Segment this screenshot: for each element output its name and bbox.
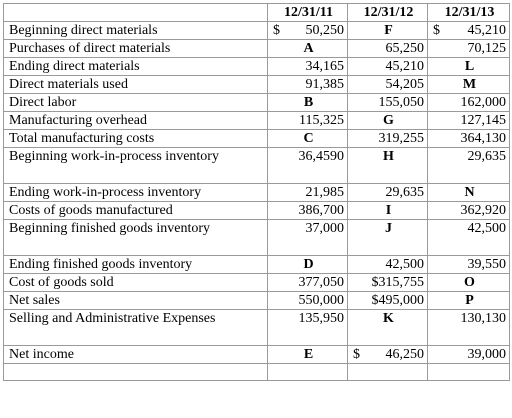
table-row	[4, 40, 510, 58]
row-label: Beginning direct materials	[4, 22, 268, 40]
value-cell: 130,130	[428, 310, 510, 346]
value-cell: 377,050	[268, 274, 348, 292]
table-body	[4, 22, 510, 381]
value-cell: 29,635	[428, 148, 510, 184]
table-row	[4, 202, 510, 220]
table-row	[4, 76, 510, 94]
value-cell: 37,000	[268, 220, 348, 256]
value-cell: 319,255	[348, 130, 428, 148]
value-cell	[428, 364, 510, 381]
value-cell	[348, 364, 428, 381]
blank-row	[4, 364, 510, 381]
cost-data-table	[3, 3, 510, 381]
table-row	[4, 184, 510, 202]
value-cell: 45,210	[348, 58, 428, 76]
value-cell: 162,000	[428, 94, 510, 112]
value-cell: 36,4590	[268, 148, 348, 184]
row-label: Direct materials used	[4, 76, 268, 94]
table-row	[4, 220, 510, 256]
unknown-placeholder-cell: H	[348, 148, 428, 184]
row-label	[4, 364, 268, 381]
value-cell: 127,145	[428, 112, 510, 130]
value-cell: 39,000	[428, 346, 510, 364]
table-row	[4, 94, 510, 112]
value-cell: 21,985	[268, 184, 348, 202]
header-year-3: 12/31/13	[428, 4, 510, 22]
currency-symbol: $	[273, 23, 280, 38]
value-cell: 135,950	[268, 310, 348, 346]
currency-symbol: $	[433, 23, 440, 38]
amount-value: 50,250	[305, 23, 344, 38]
header-row	[4, 4, 510, 22]
table-row	[4, 148, 510, 184]
value-cell: 39,550	[428, 256, 510, 274]
unknown-placeholder-cell: B	[268, 94, 348, 112]
unknown-placeholder-cell: P	[428, 292, 510, 310]
value-cell: 115,325	[268, 112, 348, 130]
unknown-placeholder-cell: J	[348, 220, 428, 256]
value-cell: 364,130	[428, 130, 510, 148]
value-cell: 362,920	[428, 202, 510, 220]
amount-value: 45,210	[467, 23, 506, 38]
header-year-2: 12/31/12	[348, 4, 428, 22]
value-cell	[268, 364, 348, 381]
table-row	[4, 346, 510, 364]
row-label: Costs of goods manufactured	[4, 202, 268, 220]
amount-value: 46,250	[385, 347, 424, 362]
value-cell: 42,500	[428, 220, 510, 256]
row-label: Cost of goods sold	[4, 274, 268, 292]
value-cell	[428, 22, 510, 40]
currency-symbol: $	[353, 347, 360, 362]
value-cell: 70,125	[428, 40, 510, 58]
value-cell: 54,205	[348, 76, 428, 94]
unknown-placeholder-cell: K	[348, 310, 428, 346]
value-cell: 65,250	[348, 40, 428, 58]
header-label-cell	[4, 4, 268, 22]
table-row	[4, 274, 510, 292]
unknown-placeholder-cell: D	[268, 256, 348, 274]
value-cell: 42,500	[348, 256, 428, 274]
table-row	[4, 292, 510, 310]
row-label: Ending finished goods inventory	[4, 256, 268, 274]
value-cell: 386,700	[268, 202, 348, 220]
unknown-placeholder-cell: G	[348, 112, 428, 130]
row-label: Ending direct materials	[4, 58, 268, 76]
table-row	[4, 130, 510, 148]
table-row	[4, 58, 510, 76]
unknown-placeholder-cell: L	[428, 58, 510, 76]
value-cell	[348, 346, 428, 364]
unknown-placeholder-cell: O	[428, 274, 510, 292]
row-label: Beginning work-in-process inventory	[4, 148, 268, 184]
unknown-placeholder-cell: E	[268, 346, 348, 364]
unknown-placeholder-cell: I	[348, 202, 428, 220]
value-cell: 91,385	[268, 76, 348, 94]
value-cell: $495,000	[348, 292, 428, 310]
unknown-placeholder-cell: N	[428, 184, 510, 202]
unknown-placeholder-cell: C	[268, 130, 348, 148]
table-row	[4, 256, 510, 274]
row-label: Purchases of direct materials	[4, 40, 268, 58]
row-label: Net income	[4, 346, 268, 364]
value-cell: $315,755	[348, 274, 428, 292]
row-label: Total manufacturing costs	[4, 130, 268, 148]
value-cell: 29,635	[348, 184, 428, 202]
row-label: Selling and Administrative Expenses	[4, 310, 268, 346]
table-row	[4, 310, 510, 346]
table-row	[4, 112, 510, 130]
unknown-placeholder-cell: M	[428, 76, 510, 94]
unknown-placeholder-cell: F	[348, 22, 428, 40]
row-label: Manufacturing overhead	[4, 112, 268, 130]
row-label: Direct labor	[4, 94, 268, 112]
row-label: Beginning finished goods inventory	[4, 220, 268, 256]
header-year-1: 12/31/11	[268, 4, 348, 22]
value-cell: 34,165	[268, 58, 348, 76]
unknown-placeholder-cell: A	[268, 40, 348, 58]
row-label: Ending work-in-process inventory	[4, 184, 268, 202]
financial-data-sheet	[3, 3, 510, 381]
value-cell: 155,050	[348, 94, 428, 112]
row-label: Net sales	[4, 292, 268, 310]
value-cell: 550,000	[268, 292, 348, 310]
value-cell	[268, 22, 348, 40]
table-row	[4, 22, 510, 40]
